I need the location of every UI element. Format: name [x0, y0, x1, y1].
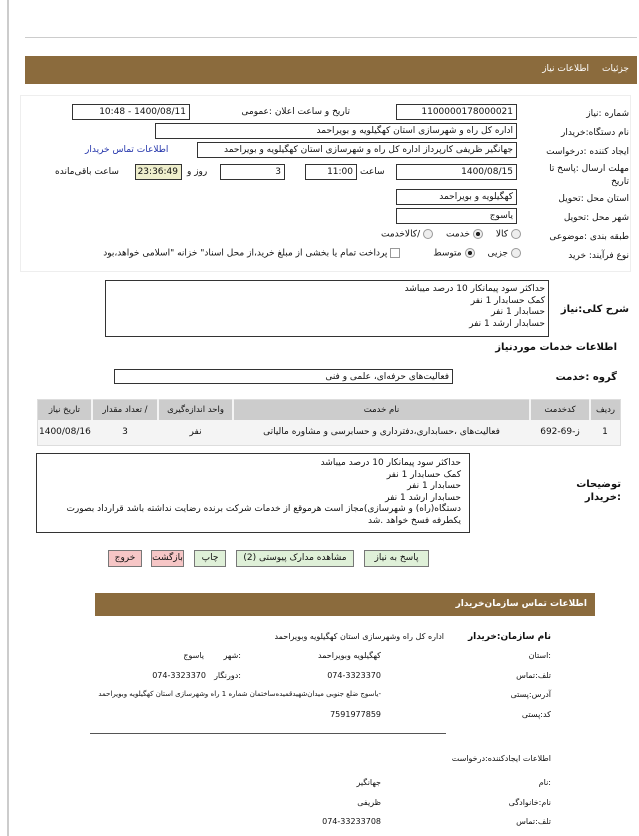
contact-header — [95, 593, 595, 616]
province-label: استان محل :تحویل — [558, 194, 629, 204]
description-line: حسابدار ارشد 1 نفر — [469, 318, 545, 329]
buyer-notes-label: توضیحات :خریدار — [576, 479, 621, 503]
radio-goods-service-label: /کالاخدمت — [380, 229, 421, 240]
creator-phone-value: 074-33233708 — [322, 817, 381, 826]
cell-name: فعالیت‌های ،حسابداری،دفترداری و حسابرسی و مشاوره مالیاتی — [263, 426, 500, 437]
col-date: تاریخ نیاز — [48, 404, 81, 415]
province-field: کهگیلویه و بویراحمد — [396, 189, 517, 205]
back-button[interactable]: بازگشت — [151, 550, 184, 567]
top-border — [25, 37, 637, 38]
radio-service[interactable] — [473, 229, 483, 239]
col-row: ردیف — [595, 404, 616, 415]
col-unit: واحد اندازه‌گیری — [158, 400, 233, 420]
postal-value: 7591977859 — [330, 710, 381, 719]
fax-label: :دورنگار — [214, 671, 241, 680]
city-field: یاسوج — [396, 208, 517, 224]
province-label: :استان — [528, 651, 551, 660]
contact-title: اطلاعات تماس سازمان‌خریدار — [455, 599, 587, 609]
tab-need-info[interactable]: اطلاعات نیاز — [542, 64, 589, 74]
category-label: طبقه بندی :موضوعی — [549, 232, 629, 242]
remaining-time-field: 23:36:49 — [135, 164, 182, 180]
services-title: اطلاعات خدمات موردنیاز — [495, 342, 617, 353]
service-group-label: گروه :خدمت — [555, 372, 617, 383]
remaining-label: ساعت باقی‌مانده — [55, 167, 119, 177]
deadline-label: مهلت ارسال :پاسخ تا تاریخ — [549, 164, 629, 187]
radio-medium[interactable] — [465, 248, 475, 258]
time-label: ساعت — [360, 167, 385, 177]
address-value: -یاسوج ضلع جنوبی میدان‌شهیدقمیده‌ساختمان شماره 1 راه وشهرسازی استان کهگیلویه وبویراحمد — [98, 690, 381, 698]
cell-row: 1 — [602, 427, 608, 438]
divider — [90, 733, 446, 734]
left-border — [7, 0, 9, 836]
creator-field: جهانگیر ظریفی کارپرداز اداره کل راه و شهرسازی استان کهگیلویه و بویراحمد — [197, 142, 517, 158]
city-value: یاسوج — [183, 651, 204, 660]
city-label: :شهر — [223, 651, 241, 660]
need-number-label: شماره :نیاز — [586, 109, 629, 119]
cell-date: 1400/08/16 — [39, 427, 91, 438]
days-field: 3 — [220, 164, 285, 180]
creator-label: ایجاد کننده :درخواست — [546, 147, 629, 157]
buyer-org-label: نام دستگاه:خریدار — [560, 128, 629, 138]
description-line: حسابدار 1 نفر — [491, 307, 545, 317]
deadline-time-field: 11:00 — [305, 164, 357, 180]
phone-label: تلف:تماس — [516, 671, 551, 680]
phone-value: 074-3323370 — [327, 671, 381, 680]
fax-value: 074-3323370 — [152, 671, 206, 680]
creator-phone-label: تلف:تماس — [516, 817, 551, 826]
deadline-date-field: 1400/08/15 — [396, 164, 517, 180]
cell-code: ز-69-692 — [540, 427, 580, 438]
postal-label: کد:پستی — [521, 710, 551, 719]
name-label: :نام — [538, 778, 551, 787]
description-box — [105, 280, 549, 337]
name-value: جهانگیر — [356, 778, 381, 787]
payment-checkbox[interactable] — [390, 248, 400, 258]
payment-note: پرداخت تمام یا بخشی از مبلغ خرید،از محل اسناد" خزانه "اسلامی خواهد،بود — [103, 248, 388, 259]
creator-title: اطلاعات ایجادکننده:درخواست — [451, 754, 551, 763]
exit-button[interactable]: خروج — [108, 550, 142, 567]
org-value: اداره کل راه وشهرسازی استان کهگیلویه وبویراحمد — [274, 632, 444, 641]
radio-goods-service[interactable] — [423, 229, 433, 239]
col-qty: / تعداد مقدار — [92, 400, 158, 420]
buyer-notes-line: حسابدار ارشد 1 نفر — [385, 492, 461, 503]
col-name: نام خدمت — [233, 400, 530, 420]
table-header — [38, 400, 621, 420]
announce-field: 1400/08/11 - 10:48 — [72, 104, 190, 120]
cell-qty: 3 — [122, 427, 128, 438]
address-label: آدرس:پستی — [510, 690, 551, 699]
table-row — [38, 420, 621, 446]
description-line: کمک حسابدار 1 نفر — [470, 295, 545, 306]
description-label: شرح کلی:نیاز — [560, 304, 629, 315]
announce-label: تاریخ و ساعت اعلان :عمومی — [241, 107, 350, 117]
province-value: کهگیلویه وبویراحمد — [317, 651, 381, 660]
radio-minor[interactable] — [511, 248, 521, 258]
days-label: روز و — [187, 167, 208, 177]
top-nav-bar — [25, 56, 637, 84]
buyer-contact-link[interactable]: اطلاعات تماس خریدار — [85, 145, 169, 155]
radio-minor-label: جزیی — [487, 248, 508, 259]
buyer-notes-box — [36, 453, 470, 533]
print-button[interactable]: چاپ — [194, 550, 226, 567]
process-radio-group — [103, 248, 524, 259]
reply-button[interactable]: پاسخ به نیاز — [364, 550, 429, 567]
category-radio-group — [381, 229, 524, 240]
radio-medium-label: متوسط — [433, 248, 462, 259]
buyer-notes-line: حسابدار 1 نفر — [407, 481, 461, 491]
family-label: نام:خانوادگی — [508, 798, 551, 807]
radio-goods-label: کالا — [495, 229, 508, 240]
process-label: نوع فرآیند: خرید — [568, 251, 629, 261]
family-value: ظریفی — [357, 798, 381, 807]
tab-details[interactable]: جزئیات — [602, 64, 629, 74]
service-group-field: فعالیت‌های حرفه‌ای، علمی و فنی — [114, 369, 453, 384]
buyer-org-field: اداره کل راه و شهرسازی استان کهگیلویه و بویراحمد — [155, 123, 517, 139]
buyer-notes-line: کمک حسابدار 1 نفر — [386, 469, 461, 480]
radio-goods[interactable] — [511, 229, 521, 239]
city-label: شهر محل :تحویل — [563, 213, 629, 223]
buyer-notes-line: حداکثر سود پیمانکار 10 درصد میباشد — [320, 458, 461, 468]
radio-service-label: خدمت — [446, 229, 470, 240]
col-code: کدخدمت — [530, 400, 590, 420]
description-line: حداکثر سود پیمانکار 10 درصد میباشد — [404, 284, 545, 294]
need-number-field: 1100000178000021 — [396, 104, 517, 120]
buyer-notes-line: دستگاه(راه) و شهرسازی)مجاز است هرموقع از خدمات شرکت برنده رضایت نداشته باشد قرارداد بصورت یکطرفه فسخ خواهد .شد — [66, 504, 461, 526]
services-table — [37, 399, 621, 446]
attachments-button[interactable]: مشاهده مدارک پیوستی (2) — [236, 550, 354, 567]
org-label: نام سازمان:خریدار — [467, 632, 551, 642]
cell-unit: نفر — [189, 427, 202, 438]
